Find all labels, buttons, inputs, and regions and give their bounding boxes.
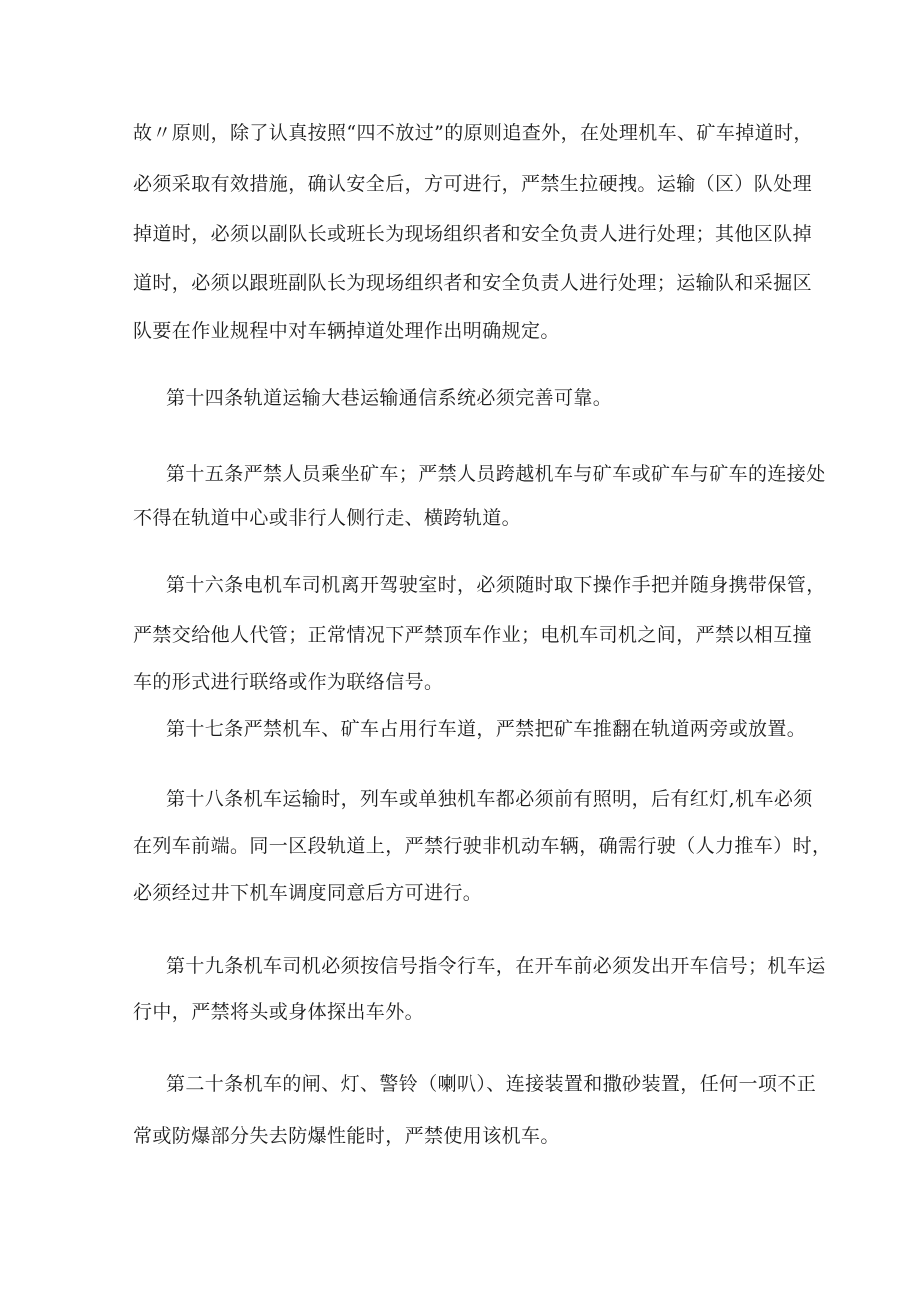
paragraph-line: 道时，必须以跟班副队长为现场组织者和安全负责人进行处理；运输队和采掘区 bbox=[133, 272, 813, 294]
paragraph-line: 严禁交给他人代管；正常情况下严禁顶车作业；电机车司机之间，严禁以相互撞 bbox=[133, 624, 813, 646]
paragraph-line: 必须经过井下机车调度同意后方可进行。 bbox=[133, 882, 483, 904]
paragraph-line: 掉道时，必须以副队长或班长为现场组织者和安全负责人进行处理；其他区队掉 bbox=[133, 223, 813, 245]
article-19: 第十九条机车司机必须按信号指令行车，在开车前必须发出开车信号；机车运 bbox=[166, 955, 826, 977]
article-17: 第十七条严禁机车、矿车占用行车道，严禁把矿车推翻在轨道两旁或放置。 bbox=[166, 718, 807, 740]
article-14: 第十四条轨道运输大巷运输通信系统必须完善可靠。 bbox=[166, 387, 613, 409]
article-18: 第十八条机车运输时，列车或单独机车都必须前有照明，后有红灯,机车必须 bbox=[166, 788, 813, 810]
paragraph-line: 必须采取有效措施，确认安全后，方可进行，严禁生拉硬拽。运输（区）队处理 bbox=[133, 173, 813, 195]
paragraph-line: 在列车前端。同一区段轨道上，严禁行驶非机动车辆，确需行驶（人力推车）时， bbox=[133, 835, 832, 857]
paragraph-line: 故〃原则，除了认真按照“四不放过”的原则追查外，在处理机车、矿车掉道时， bbox=[133, 122, 813, 144]
paragraph-line: 常或防爆部分失去防爆性能时，严禁使用该机车。 bbox=[133, 1125, 560, 1147]
paragraph-line: 车的形式进行联络或作为联络信号。 bbox=[133, 671, 444, 693]
paragraph-line: 队要在作业规程中对车辆掉道处理作出明确规定。 bbox=[133, 320, 560, 342]
paragraph-line: 行中，严禁将头或身体探出车外。 bbox=[133, 1001, 425, 1023]
article-20: 第二十条机车的闸、灯、警铃（喇叭）、连接装置和撒砂装置，任何一项不正 bbox=[166, 1073, 817, 1095]
paragraph-line: 不得在轨道中心或非行人侧行走、横跨轨道。 bbox=[133, 507, 522, 529]
article-15: 第十五条严禁人员乘坐矿车；严禁人员跨越机车与矿车或矿车与矿车的连接处 bbox=[166, 463, 826, 485]
article-16: 第十六条电机车司机离开驾驶室时，必须随时取下操作手把并随身携带保管， bbox=[166, 574, 826, 596]
